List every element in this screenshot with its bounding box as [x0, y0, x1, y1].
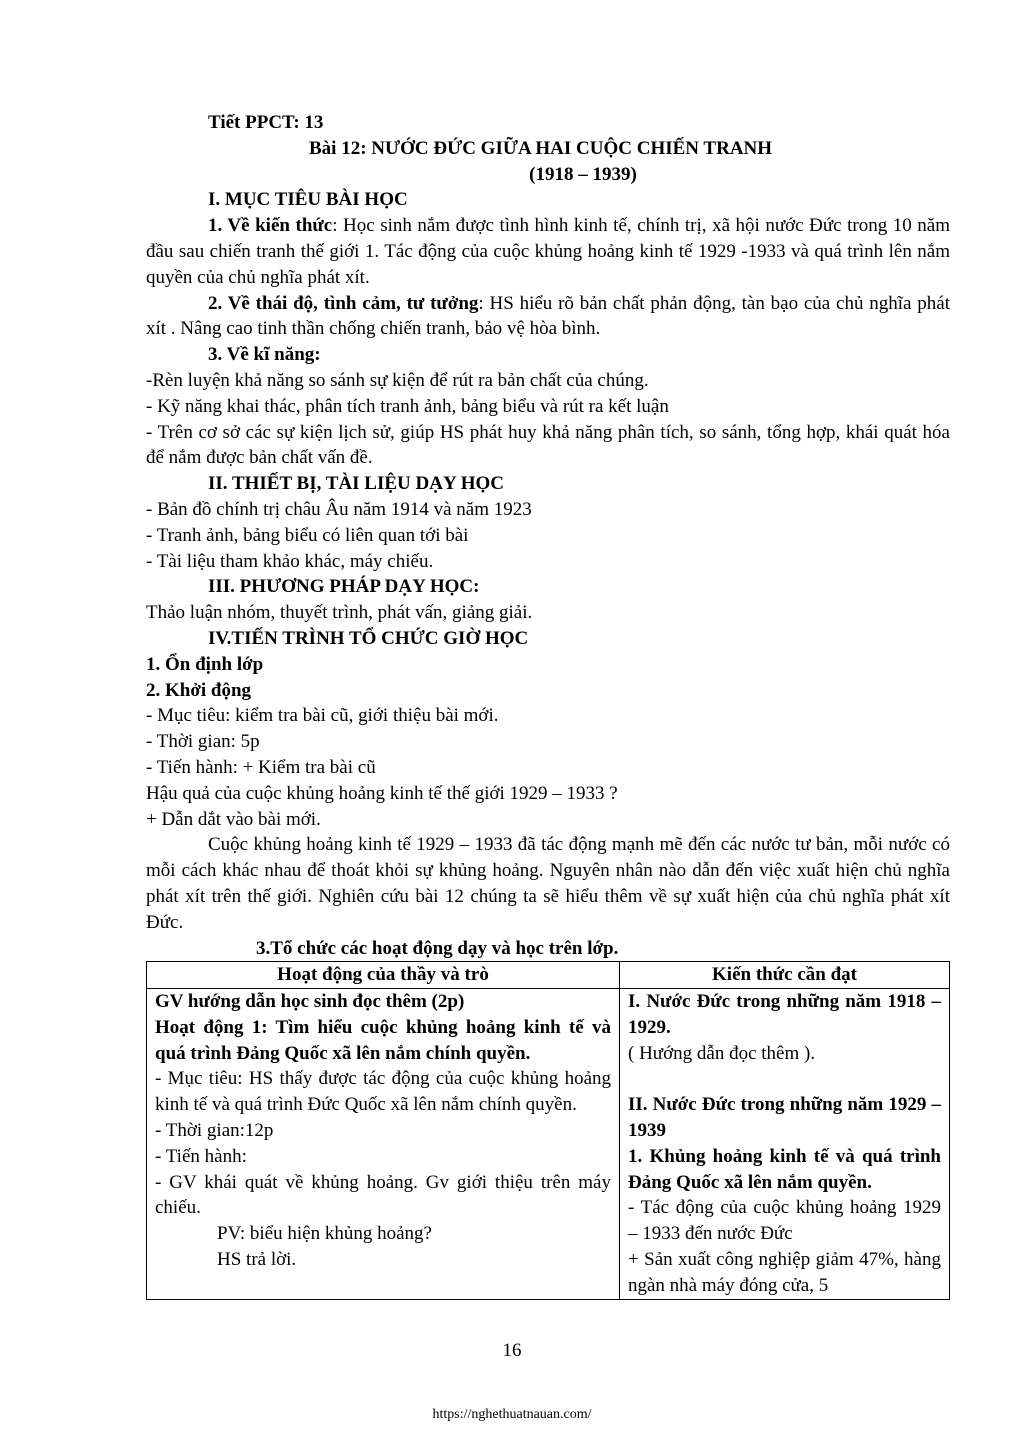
gv-line: - GV khái quát về khủng hoảng. Gv giới thiệu trên máy chiếu.	[155, 1171, 611, 1219]
skill-item: - Kỹ năng khai thác, phân tích tranh ảnh, bảng biểu và rút ra kết luận	[146, 395, 669, 417]
knowledge-paragraph	[146, 213, 950, 290]
step-2: 2. Khởi động	[146, 679, 252, 701]
warmup-line: + Dẫn dắt vào bài mới.	[146, 808, 321, 830]
industry-line: + Sản xuất công nghiệp giảm 47%, hàng ngàn nhà máy đóng cửa, 5	[628, 1249, 941, 1296]
table-header-row	[147, 962, 950, 989]
step-1: 1. Ổn định lớp	[146, 653, 264, 675]
warmup-line: - Tiến hành: + Kiểm tra bài cũ	[146, 756, 376, 778]
activities-cell	[147, 989, 620, 1300]
col-header-knowledge: Kiến thức cần đạt	[620, 962, 950, 989]
skill-item: - Trên cơ sở các sự kiện lịch sử, giúp HS phát huy khả năng phân tích, so sánh, tổng hợp, khái quát hóa để nắm được bản chất vấn đề.	[146, 421, 950, 469]
document-page	[146, 110, 950, 1300]
spacer	[628, 1066, 941, 1092]
part-1-note: ( Hướng dẫn đọc thêm ).	[628, 1042, 816, 1064]
intro-paragraph: Cuộc khủng hoảng kinh tế 1929 – 1933 đã tác động mạnh mẽ đến các nước tư bản, mỗi nước có mỗi cách khác nhau để thoát khỏi sự khủng hoảng. Nguyên nhân nào dẫn đến việc xuất hiện chủ nghĩa phát xít trên thế giới. Nghiên cứu bài 12 chúng ta sẽ hiểu thêm về sự xuất hiện của chủ nghĩa phát xít Đức.	[146, 834, 950, 933]
section-1-heading: I. MỤC TIÊU BÀI HỌC	[208, 189, 408, 211]
page-number: 16	[502, 1340, 522, 1361]
hs-answer: HS trả lời.	[217, 1249, 297, 1271]
lesson-title: Bài 12: NƯỚC ĐỨC GIỮA HAI CUỘC CHIẾN TRANH	[309, 137, 773, 159]
pv-question: PV: biểu hiện khủng hoảng?	[217, 1223, 432, 1245]
col-header-activities: Hoạt động của thầy và trò	[147, 962, 620, 989]
footer-url-link[interactable]: https://nghethuatnauan.com/	[432, 1407, 592, 1422]
step-3: 3.Tổ chức các hoạt động dạy và học trên lớp.	[256, 937, 619, 959]
knowledge-label: 1. Về kiến thức	[208, 215, 333, 237]
section-4-heading: IV.TIẾN TRÌNH TỔ CHỨC GIỜ HỌC	[208, 627, 529, 649]
knowledge-cell	[620, 989, 950, 1300]
process-line: - Tiến hành:	[155, 1145, 247, 1167]
warmup-line: - Mục tiêu: kiểm tra bài cũ, giới thiệu bài mới.	[146, 705, 499, 727]
knowledge-text: : Học sinh nắm được tình hình kinh tế, chính trị, xã hội nước Đức trong 10 năm đầu sau chiến tranh thế giới 1. Tác động của cuộc khủng hoảng kinh tế 1929 -1933 và quá trình lên nắm quyền của chủ nghĩa phát xít.	[146, 215, 951, 288]
warmup-line: - Thời gian: 5p	[146, 731, 260, 753]
activity-1-title: Hoạt động 1: Tìm hiểu cuộc khủng hoảng kinh tế và quá trình Đảng Quốc xã lên nắm chính quyền.	[155, 1016, 611, 1064]
equipment-item: - Tài liệu tham khảo khác, máy chiếu.	[146, 550, 434, 572]
guide-line: GV hướng dẫn học sinh đọc thêm (2p)	[155, 991, 465, 1013]
part-2-subtitle: 1. Khủng hoảng kinh tế và quá trình Đảng Quốc xã lên nắm quyền.	[628, 1145, 941, 1193]
skill-item: -Rèn luyện khả năng so sánh sự kiện để rút ra bản chất của chúng.	[146, 369, 649, 391]
attitude-paragraph	[146, 291, 950, 343]
section-3-heading: III. PHƯƠNG PHÁP DẠY HỌC:	[208, 576, 480, 598]
lesson-years: (1918 – 1939)	[529, 163, 637, 185]
activities-table	[146, 961, 950, 1299]
equipment-item: - Tranh ảnh, bảng biểu có liên quan tới bài	[146, 524, 469, 546]
impact-line: - Tác động của cuộc khủng hoảng 1929 – 1933 đến nước Đức	[628, 1197, 941, 1245]
warmup-line: Hậu quả của cuộc khủng hoảng kinh tế thế giới 1929 – 1933 ?	[146, 782, 618, 804]
objective-line: - Mục tiêu: HS thấy được tác động của cuộc khủng hoảng kinh tế và quá trình Đức Quốc xã lên nắm chính quyền.	[155, 1068, 611, 1116]
attitude-text: : HS hiểu rõ bản chất phản động, tàn bạo của chủ nghĩa phát xít . Nâng cao tinh thần chống chiến tranh, bảo vệ hòa bình.	[146, 292, 950, 340]
part-1-title: I. Nước Đức trong những năm 1918 – 1929.	[628, 991, 941, 1038]
section-2-heading: II. THIẾT BỊ, TÀI LIỆU DẠY HỌC	[208, 473, 505, 495]
methods-text: Thảo luận nhóm, thuyết trình, phát vấn, giảng giải.	[146, 602, 533, 624]
lesson-code: Tiết PPCT: 13	[208, 112, 324, 133]
part-2-title: II. Nước Đức trong những năm 1929 – 1939	[628, 1094, 941, 1142]
table-row	[147, 989, 950, 1300]
time-line: - Thời gian:12p	[155, 1120, 274, 1142]
equipment-item: - Bản đồ chính trị châu Âu năm 1914 và năm 1923	[146, 498, 532, 520]
skills-heading: 3. Về kĩ năng:	[208, 344, 321, 366]
attitude-label: 2. Về thái độ, tình cảm, tư tưởng	[208, 292, 479, 314]
